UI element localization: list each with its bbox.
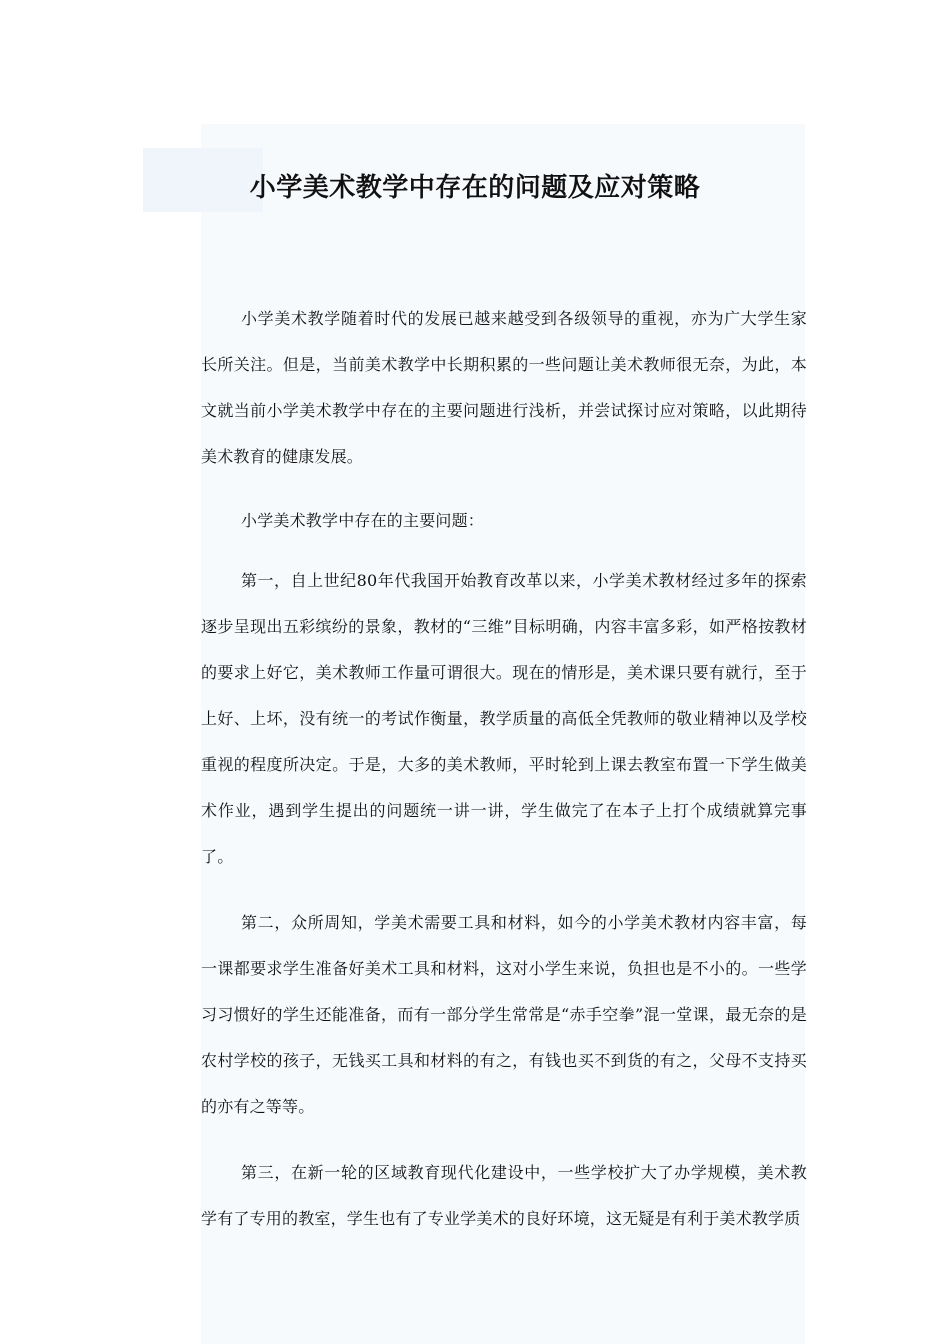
- document-body: [201, 296, 807, 1242]
- paragraph-first-problem: 第一，自上世纪80年代我国开始教育改革以来，小学美术教材经过多年的探索逐步呈现出五彩缤纷的景象，教材的“三维”目标明确，内容丰富多彩，如严格按教材的要求上好它，美术教师工作量可谓很大。现在的情形是，美术课只要有就行，至于上好、上坏，没有统一的考试作衡量，教学质量的高低全凭教师的敬业精神以及学校重视的程度所决定。于是，大多的美术教师，平时轮到上课去教室布置一下学生做美术作业，遇到学生提出的问题统一讲一讲，学生做完了在本子上打个成绩就算完事了。: [201, 571, 807, 866]
- paragraph-second-problem: 第二，众所周知，学美术需要工具和材料，如今的小学美术教材内容丰富，每一课都要求学生准备好美术工具和材料，这对小学生来说，负担也是不小的。一些学习习惯好的学生还能准备，而有一部分学生常常是“赤手空拳”混一堂课，最无奈的是农村学校的孩子，无钱买工具和材料的有之，有钱也买不到货的有之，父母不支持买的亦有之等等。: [201, 913, 807, 1116]
- paragraph-third-problem: 第三，在新一轮的区域教育现代化建设中，一些学校扩大了办学规模，美术教学有了专用的教室，学生也有了专业学美术的良好环境，这无疑是有利于美术教学质: [201, 1163, 807, 1228]
- document-title: 小学美术教学中存在的问题及应对策略: [249, 173, 701, 203]
- paragraph-intro: 小学美术教学随着时代的发展已越来越受到各级领导的重视，亦为广大学生家长所关注。但是，当前美术教学中长期积累的一些问题让美术教师很无奈，为此，本文就当前小学美术教学中存在的主要问题进行浅析，并尝试探讨应对策略，以此期待美术教育的健康发展。: [201, 309, 807, 466]
- paragraph-problems-heading: 小学美术教学中存在的主要问题：: [241, 511, 485, 530]
